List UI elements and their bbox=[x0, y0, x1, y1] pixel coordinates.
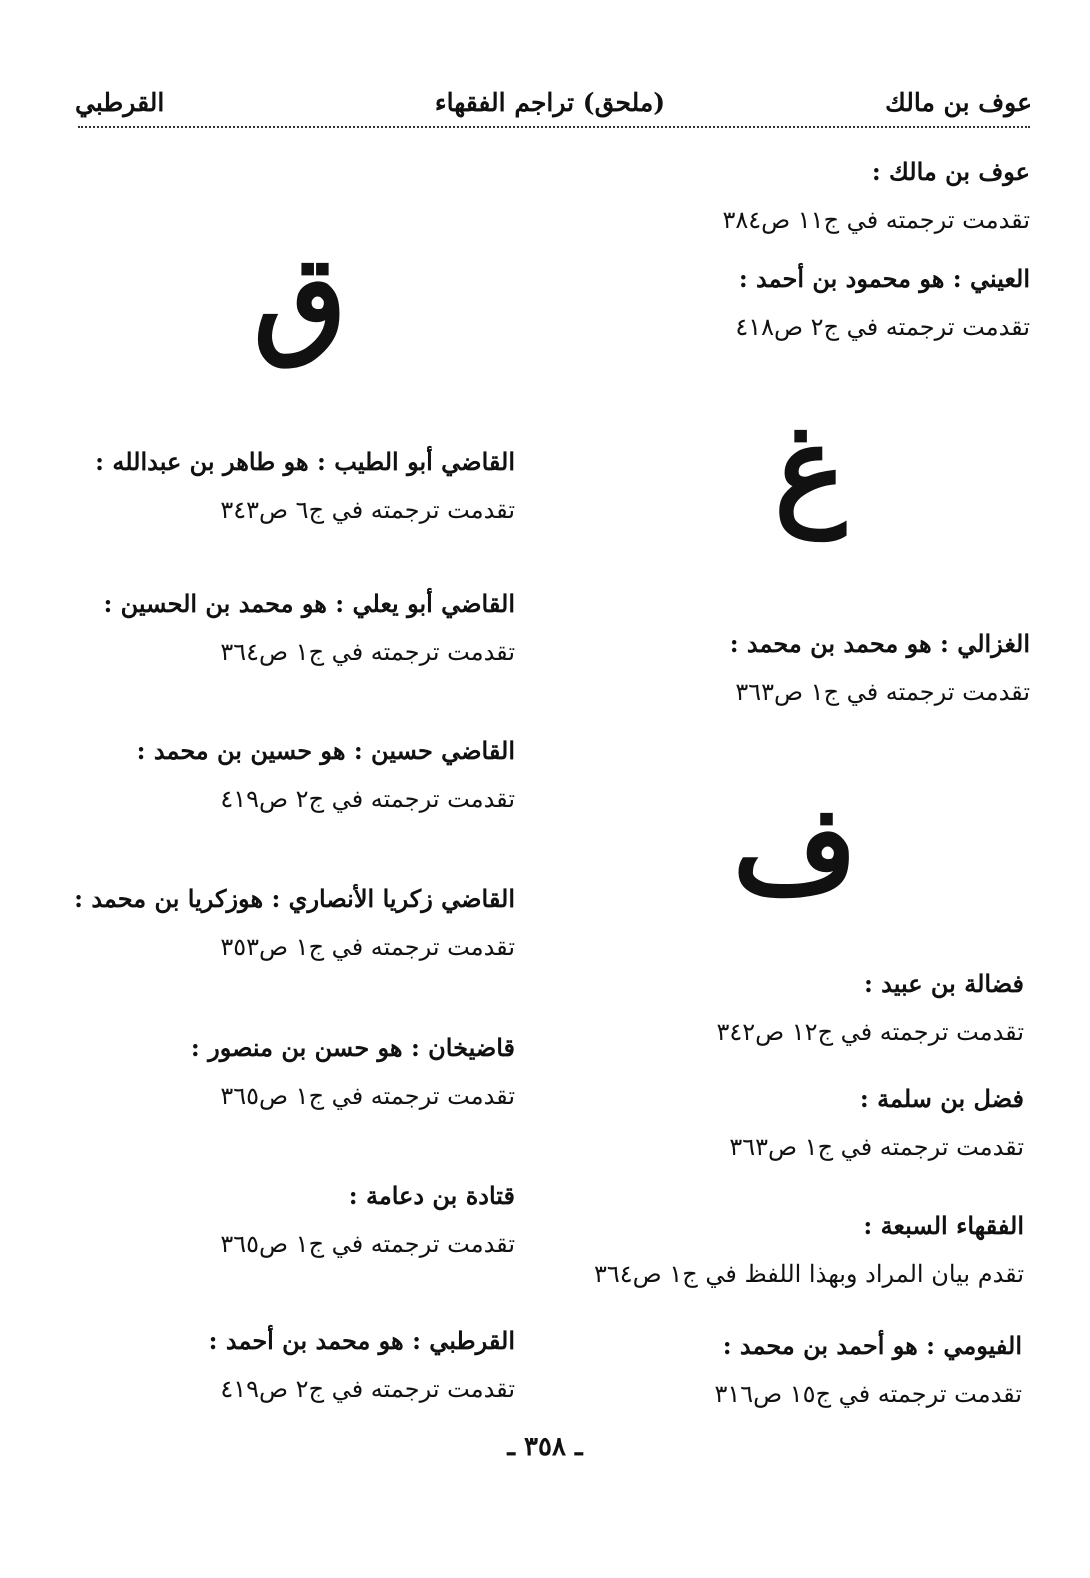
header-center-title: (ملحق) تراجم الفقهاء bbox=[434, 88, 666, 117]
header-left-title: القرطبي bbox=[75, 88, 165, 117]
entry-fadala-ibn-ubayd bbox=[716, 960, 1024, 1056]
entry-name: القاضي حسين : هو حسين بن محمد : bbox=[136, 736, 515, 765]
entry-name: فضل بن سلمة : bbox=[859, 1084, 1024, 1113]
entry-name: القاضي أبو يعلي : هو محمد بن الحسين : bbox=[103, 589, 515, 618]
entry-qadikhan bbox=[191, 1024, 515, 1120]
entry-awf-ibn-malik bbox=[722, 148, 1030, 244]
entry-fadl-ibn-salama bbox=[729, 1075, 1024, 1171]
entry-name: الفيومي : هو أحمد بن محمد : bbox=[722, 1331, 1022, 1360]
entry-qatada-ibn-diama bbox=[220, 1172, 515, 1268]
entry-name: قتادة بن دعامة : bbox=[348, 1181, 515, 1210]
entry-qadi-husayn bbox=[137, 727, 515, 823]
entry-reference: تقدمت ترجمته في ج١٢ ص٣٤٢ bbox=[716, 1018, 1024, 1046]
entry-name: الغزالي : هو محمد بن محمد : bbox=[729, 629, 1030, 658]
entry-reference: تقدمت ترجمته في ج١ ص٣٦٣ bbox=[729, 1133, 1024, 1161]
entry-reference: تقدم بيان المراد وبهذا اللفظ في ج١ ص٣٦٤ bbox=[594, 1260, 1024, 1288]
entry-reference: تقدمت ترجمته في ج١ ص٣٦٣ bbox=[735, 678, 1030, 706]
entry-name: القرطبي : هو محمد بن أحمد : bbox=[208, 1326, 515, 1355]
section-letter-fa: ف bbox=[732, 779, 858, 920]
entry-reference: تقدمت ترجمته في ج٦ ص٣٤٣ bbox=[220, 496, 515, 524]
entry-name: القاضي أبو الطيب : هو طاهر بن عبدالله : bbox=[95, 447, 515, 476]
entry-reference: تقدمت ترجمته في ج١ ص٣٥٣ bbox=[220, 933, 515, 961]
entry-al-ghazali bbox=[730, 620, 1030, 716]
header-right-title: عوف بن مالك bbox=[885, 88, 1032, 117]
entry-al-ayni bbox=[735, 255, 1030, 351]
entry-reference: تقدمت ترجمته في ج١٥ ص٣١٦ bbox=[714, 1380, 1022, 1408]
entry-reference: تقدمت ترجمته في ج٢ ص٤١٩ bbox=[220, 1375, 515, 1403]
entry-name: العيني : هو محمود بن أحمد : bbox=[738, 264, 1030, 293]
entry-qadi-zakariya-al-ansari bbox=[74, 875, 515, 971]
entry-reference: تقدمت ترجمته في ج٢ ص٤١٩ bbox=[220, 785, 515, 813]
entry-name: القاضي زكريا الأنصاري : هوزكريا بن محمد : bbox=[74, 884, 515, 913]
entry-seven-jurists bbox=[594, 1202, 1024, 1298]
entry-name: قاضيخان : هو حسن بن منصور : bbox=[190, 1033, 515, 1062]
entry-reference: تقدمت ترجمته في ج١ ص٣٦٤ bbox=[220, 638, 515, 666]
page-number: ـ ٣٥٨ ـ bbox=[507, 1432, 583, 1462]
entry-qadi-abu-yala bbox=[103, 580, 515, 676]
entry-reference: تقدمت ترجمته في ج٢ ص٤١٨ bbox=[735, 313, 1030, 341]
header-divider bbox=[78, 126, 1030, 128]
entry-al-fayyumi bbox=[714, 1322, 1022, 1418]
entry-reference: تقدمت ترجمته في ج١١ ص٣٨٤ bbox=[722, 206, 1030, 234]
section-letter-qaf: ق bbox=[253, 229, 347, 370]
entry-name: الفقهاء السبعة : bbox=[863, 1211, 1024, 1240]
entry-reference: تقدمت ترجمته في ج١ ص٣٦٥ bbox=[220, 1082, 515, 1110]
entry-qadi-abu-al-tayyib bbox=[95, 438, 515, 534]
section-letter-ghayn: غ bbox=[774, 399, 846, 540]
entry-name: عوف بن مالك : bbox=[871, 157, 1030, 186]
entry-reference: تقدمت ترجمته في ج١ ص٣٦٥ bbox=[220, 1230, 515, 1258]
entry-name: فضالة بن عبيد : bbox=[863, 969, 1024, 998]
entry-al-qurtubi bbox=[209, 1317, 515, 1413]
